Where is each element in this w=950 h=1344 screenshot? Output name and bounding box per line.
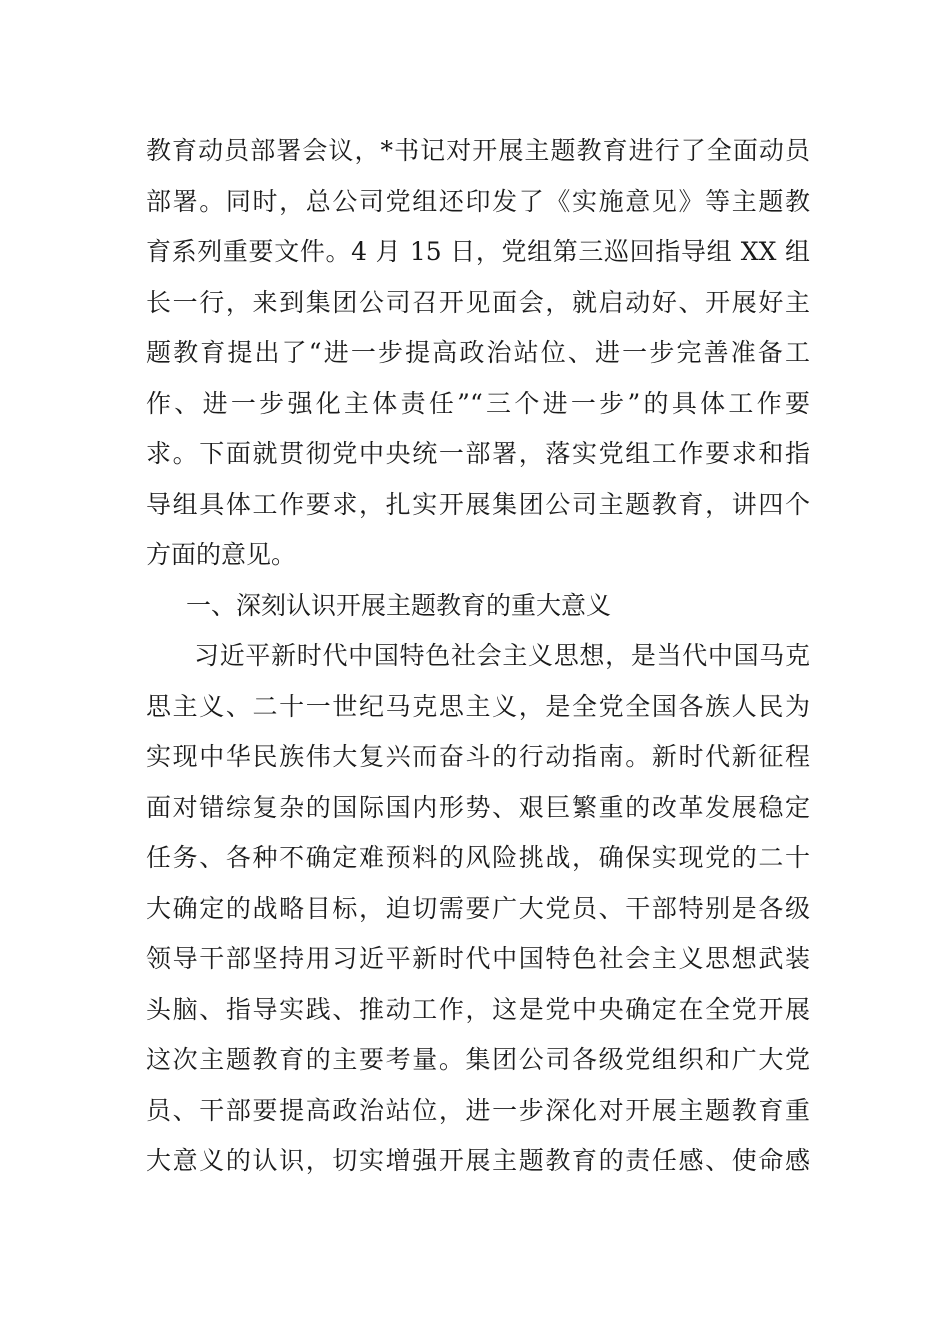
text-line: 员、干部要提高政治站位，进一步深化对开展主题教育重 xyxy=(146,1095,810,1125)
paragraph-2 xyxy=(146,631,810,1187)
text-line: 部署。同时，总公司党组还印发了《实施意见》等主题教 xyxy=(146,186,810,216)
text-line: 作、进一步强化主体责任”“三个进一步”的具体工作要 xyxy=(146,388,810,418)
text-line: 任务、各种不确定难预料的风险挑战，确保实现党的二十 xyxy=(146,843,810,872)
text-line: 求。下面就贯彻党中央统一部署，落实党组工作要求和指 xyxy=(146,439,810,468)
text-line: 头脑、指导实践、推动工作，这是党中央确定在全党开展 xyxy=(146,994,810,1024)
text-line: 长一行，来到集团公司召开见面会，就启动好、开展好主 xyxy=(146,287,810,317)
text-line: 导组具体工作要求，扎实开展集团公司主题教育，讲四个 xyxy=(146,489,810,519)
text-line: 实现中华民族伟大复兴而奋斗的行动指南。新时代新征程 xyxy=(146,742,810,771)
text-line: 大确定的战略目标，迫切需要广大党员、干部特别是各级 xyxy=(146,893,810,923)
paragraph-continued xyxy=(146,126,810,581)
text-line: 方面的意见。 xyxy=(146,540,297,569)
document-body xyxy=(146,126,810,1187)
text-line: 领导干部坚持用习近平新时代中国特色社会主义思想武装 xyxy=(146,944,810,973)
text-line: 习近平新时代中国特色社会主义思想，是当代中国马克 xyxy=(194,641,810,670)
section-heading: 一、深刻认识开展主题教育的重大意义 xyxy=(186,590,612,620)
text-line: 面对错综复杂的国际国内形势、艰巨繁重的改革发展稳定 xyxy=(146,792,810,822)
text-line: 教育动员部署会议，*书记对开展主题教育进行了全面动员 xyxy=(146,136,810,165)
text-line: 育系列重要文件。4 月 15 日，党组第三巡回指导组 XX 组 xyxy=(146,237,810,266)
text-line: 大意义的认识，切实增强开展主题教育的责任感、使命感 xyxy=(146,1146,810,1175)
text-line: 这次主题教育的主要考量。集团公司各级党组织和广大党 xyxy=(146,1045,810,1074)
text-line: 题教育提出了“进一步提高政治站位、进一步完善准备工 xyxy=(146,338,810,367)
text-line: 思主义、二十一世纪马克思主义，是全党全国各族人民为 xyxy=(146,691,810,721)
